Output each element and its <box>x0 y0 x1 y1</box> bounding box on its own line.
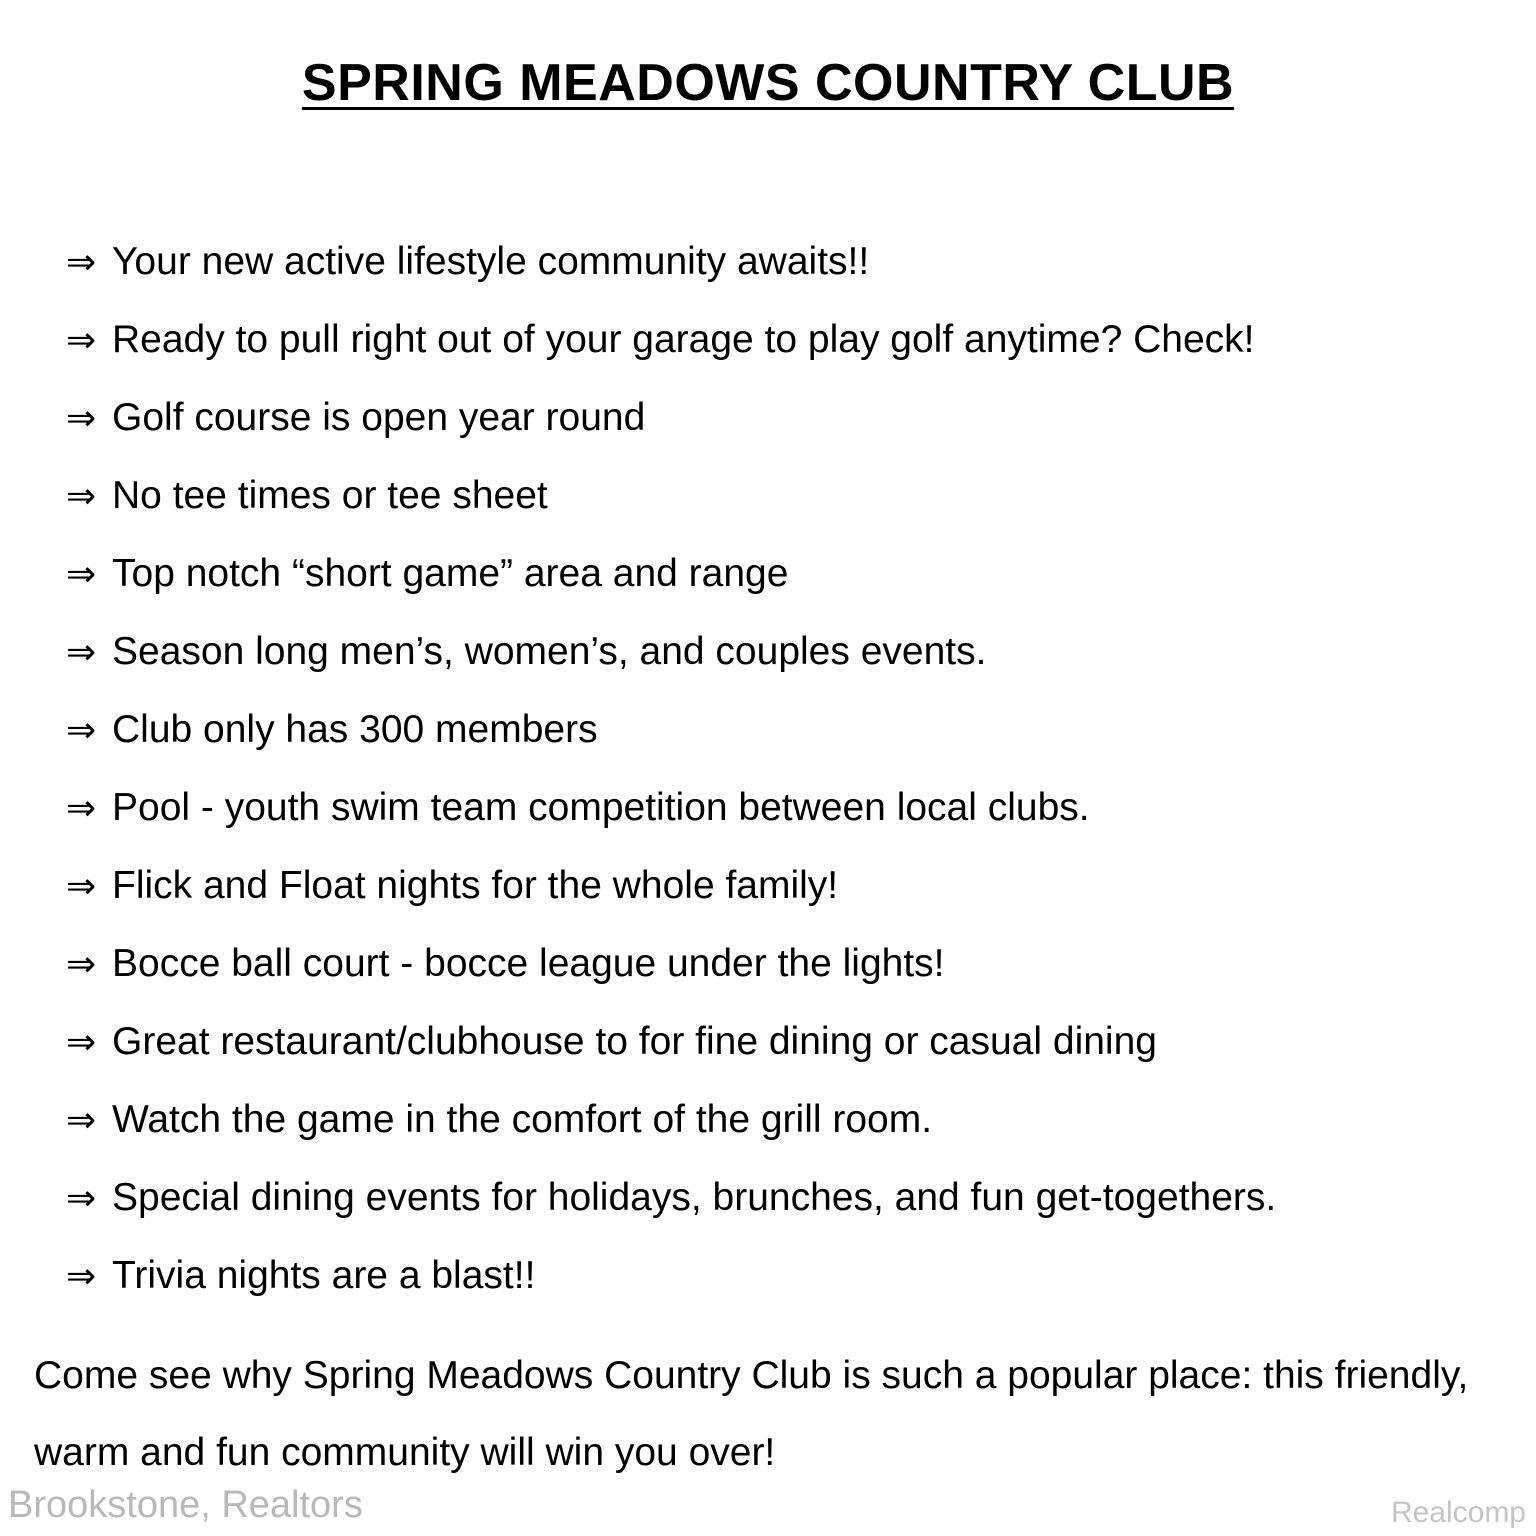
list-item <box>66 780 1276 858</box>
list-item <box>66 1170 1276 1248</box>
closing-paragraph: Come see why Spring Meadows Country Club is such a popular place: this friendly, warm and fun community will win you over! <box>34 1354 1469 1474</box>
page-title <box>0 52 1536 114</box>
double-arrow-icon: ⇒ <box>66 866 97 907</box>
list-item <box>66 1014 1276 1092</box>
list-item-text: Your new active lifestyle community awaits!! <box>112 240 870 283</box>
list-item <box>66 858 1276 936</box>
list-item <box>66 312 1276 390</box>
double-arrow-icon: ⇒ <box>66 944 97 985</box>
list-item <box>66 624 1276 702</box>
list-item-text: Trivia nights are a blast!! <box>112 1254 536 1297</box>
list-item-text: Special dining events for holidays, brunches, and fun get-togethers. <box>112 1176 1277 1219</box>
list-item-text: Flick and Float nights for the whole family! <box>112 864 839 907</box>
double-arrow-icon: ⇒ <box>66 242 97 283</box>
double-arrow-icon: ⇒ <box>66 554 97 595</box>
list-item-text: Bocce ball court - bocce league under the lights! <box>112 942 945 985</box>
double-arrow-icon: ⇒ <box>66 320 97 361</box>
double-arrow-icon: ⇒ <box>66 1100 97 1141</box>
double-arrow-icon: ⇒ <box>66 1022 97 1063</box>
double-arrow-icon: ⇒ <box>66 1256 97 1297</box>
list-item <box>66 936 1276 1014</box>
list-item <box>66 234 1276 312</box>
list-item-text: Great restaurant/clubhouse to for fine dining or casual dining <box>112 1020 1157 1063</box>
list-item-text: Pool - youth swim team competition between local clubs. <box>112 786 1090 829</box>
page-title-text: SPRING MEADOWS COUNTRY CLUB <box>301 54 1235 112</box>
list-item <box>66 468 1276 546</box>
list-item <box>66 1248 1276 1326</box>
double-arrow-icon: ⇒ <box>66 788 97 829</box>
list-item-text: Ready to pull right out of your garage to play golf anytime? Check! <box>112 318 1255 361</box>
list-item-text: No tee times or tee sheet <box>112 474 548 517</box>
list-item <box>66 390 1276 468</box>
realcomp-watermark: Realcomp <box>1390 1496 1526 1529</box>
double-arrow-icon: ⇒ <box>66 710 97 751</box>
list-item <box>66 546 1276 624</box>
brokerage-watermark: Brookstone, Realtors <box>8 1484 363 1526</box>
list-item <box>66 1092 1276 1170</box>
double-arrow-icon: ⇒ <box>66 1178 97 1219</box>
list-item-text: Club only has 300 members <box>112 708 598 751</box>
list-item-text: Watch the game in the comfort of the grill room. <box>112 1098 933 1141</box>
list-item <box>66 702 1276 780</box>
double-arrow-icon: ⇒ <box>66 632 97 673</box>
list-item-text: Golf course is open year round <box>112 396 646 439</box>
double-arrow-icon: ⇒ <box>66 398 97 439</box>
list-item-text: Top notch “short game” area and range <box>112 552 789 595</box>
list-item-text: Season long men’s, women’s, and couples events. <box>112 630 987 673</box>
feature-list <box>66 234 1276 1326</box>
double-arrow-icon: ⇒ <box>66 476 97 517</box>
